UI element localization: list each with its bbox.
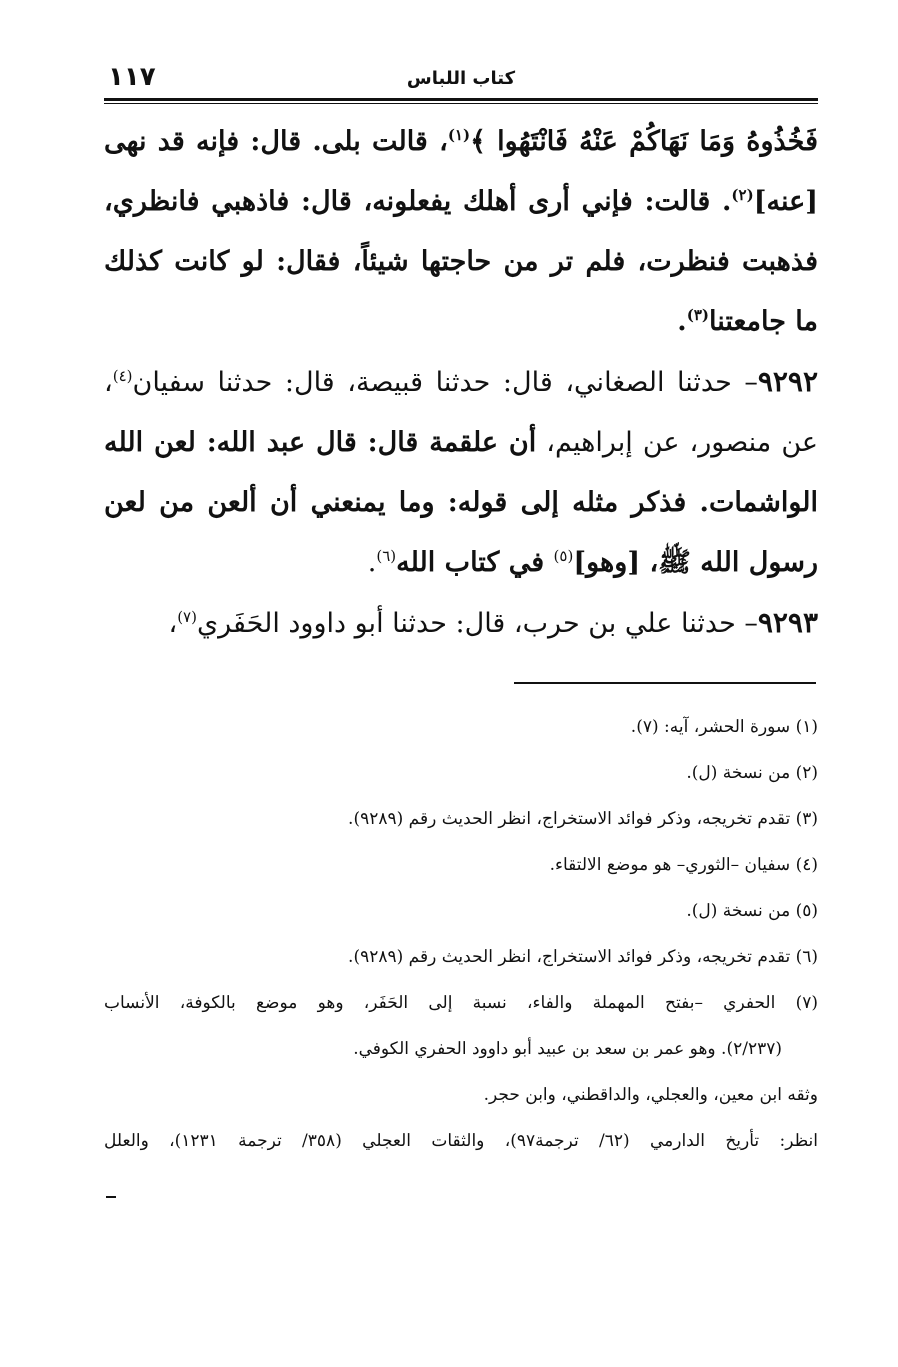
hadith-number: ٩٢٩٣: [757, 606, 818, 639]
continuation-mark: [106, 1196, 116, 1198]
footnote-3: (٣) تقدم تخريجه، وذكر فوائد الاستخراج، انظر الحديث رقم (٩٢٨٩).: [348, 809, 818, 829]
header-rule-thick: [104, 98, 818, 101]
footnote-5: (٥) من نسخة (ل).: [686, 901, 818, 921]
hadith-number: ٩٢٩٢: [757, 365, 818, 398]
footnote-7-tawthiq: وثقه ابن معين، والعجلي، والداقطني، وابن حجر.: [483, 1085, 818, 1105]
matn-text: أن علقمة قال: قال عبد الله: لعن الله الواشمات. فذكر مثله إلى قوله: وما يمنعني أن ألعن من لعن رسول الله ﷺ، [وهو]: [104, 427, 818, 578]
text-span: ،: [168, 608, 178, 639]
footnote-7-sources: انظر: تأريخ الدارمي (٦٢/ ترجمة٩٧)، والثقات العجلي (٣٥٨/ ترجمة ١٢٣١)، والعلل: [104, 1131, 818, 1151]
isnad-text: – حدثنا الصغاني، قال: حدثنا قبيصة، قال: حدثنا سفيان: [132, 367, 758, 398]
isnad-text: – حدثنا علي بن حرب، قال: حدثنا أبو داوود الحَفَري: [196, 608, 758, 639]
footnote-ref-6: (٦): [376, 547, 397, 565]
footnote-7: (٧) الحفري –بفتح المهملة والفاء، نسبة إلى الحَفَر، وهو موضع بالكوفة، الأنساب: [104, 993, 818, 1013]
footnote-1: (١) سورة الحشر، آيه: (٧).: [630, 717, 818, 737]
footnote-separator: [514, 682, 816, 684]
footnote-ref-4: (٤): [112, 367, 133, 385]
matn-text: في كتاب الله: [396, 547, 554, 578]
page-header: [104, 62, 818, 98]
footnote-ref-7: (٧): [177, 608, 197, 626]
footnote-6: (٦) تقدم تخريجه، وذكر فوائد الاستخراج، انظر الحديث رقم (٩٢٨٩).: [348, 947, 818, 967]
text-span: .: [677, 306, 687, 337]
quran-verse: فَخُذُوهُ وَمَا نَهَاكُمْ عَنْهُ فَانْتَهُوا ﴾: [470, 126, 818, 157]
page-number: ١١٧: [108, 62, 156, 92]
header-rule-thin: [104, 103, 818, 104]
paragraph-3: [104, 593, 818, 654]
footnotes: [104, 704, 818, 1164]
page: [104, 62, 818, 654]
footnote-4: (٤) سفيان –الثوري– هو موضع الالتقاء.: [549, 855, 818, 875]
footnote-2: (٢) من نسخة (ل).: [686, 763, 818, 783]
footnote-ref-1: (١): [447, 126, 471, 144]
paragraph-2: [104, 352, 818, 593]
footnote-7-continued: (٢/٢٣٧). وهو عمر بن سعد بن عبيد أبو داوود الحفري الكوفي.: [353, 1039, 782, 1059]
text-span: . قالت: فإني أرى أهلك يفعلونه، قال: فاذهبي فانظري، فذهبت فنظرت، فلم تر من حاجتها شيئاً، فقال: لو كانت كذلك ما جامعتنا: [104, 186, 818, 337]
paragraph-1: [104, 112, 818, 352]
footnote-ref-3: (٣): [686, 306, 709, 324]
text-span: .: [367, 547, 377, 578]
main-text: [104, 112, 818, 654]
running-title: كتاب اللباس: [406, 68, 516, 89]
text-span: ، قالت بلى. قال: فإنه قد نهى [عنه]: [104, 126, 818, 217]
isnad-text: ، عن منصور، عن إبراهيم،: [104, 367, 818, 458]
footnote-ref-5: (٥): [553, 547, 574, 565]
footnote-ref-2: (٢): [731, 186, 754, 204]
